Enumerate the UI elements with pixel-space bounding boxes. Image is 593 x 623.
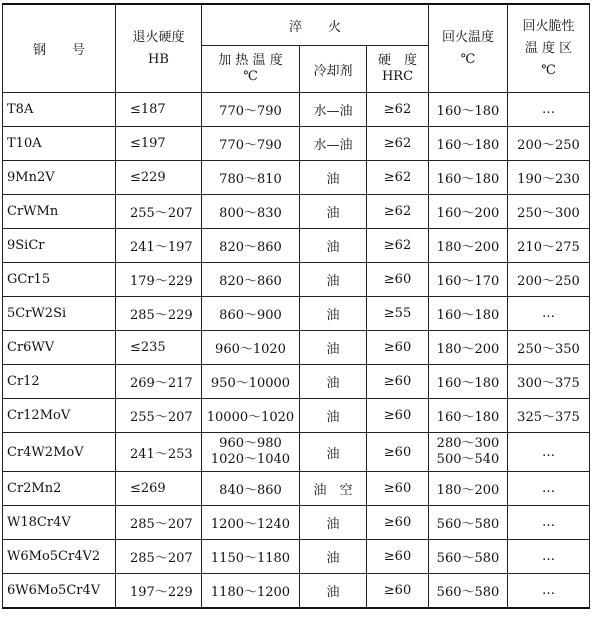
temper-temp-cell-line: 560～580 [436,551,500,566]
header-anneal-hardness [116,4,202,93]
coolant-cell: 油 [300,195,367,229]
header-hardness-label: 硬 度 [377,53,417,68]
heating-temp-cell-line: 770～790 [219,138,282,153]
steel-grade-cell: 6W6Mo5Cr4V [3,574,116,609]
steel-grade-cell: Cr12 [3,365,116,399]
steel-grade-cell: T10A [3,127,116,161]
heating-temp-cell [202,506,300,540]
brittle-zone-cell: … [508,297,590,331]
brittle-zone-cell: 300～375 [508,365,590,399]
temper-temp-cell-line: 160～180 [436,104,500,119]
heating-temp-cell [202,540,300,574]
hrc-cell: ≥60 [367,399,429,433]
steel-grade-cell: T8A [3,93,116,127]
anneal-hardness-cell: ≤235 [116,331,202,365]
brittle-zone-cell: 200～250 [508,127,590,161]
temper-temp-cell-line: 560～580 [436,517,500,532]
table-row [3,540,590,574]
coolant-cell: 油 [300,229,367,263]
table-header [3,4,590,93]
temper-temp-cell [429,331,508,365]
temper-temp-cell [429,229,508,263]
header-heating-temp [202,46,300,93]
table-row [3,574,590,609]
hrc-cell: ≥62 [367,161,429,195]
heating-temp-cell [202,472,300,506]
heating-temp-cell [202,297,300,331]
table-row [3,433,590,472]
heating-temp-cell-line: 950～10000 [210,376,291,391]
coolant-cell: 油 [300,161,367,195]
steel-grade-cell: CrWMn [3,195,116,229]
hrc-cell: ≥62 [367,127,429,161]
brittle-zone-cell: 190～230 [508,161,590,195]
heating-temp-cell-line: 1150～1180 [210,551,291,566]
header-coolant: 冷却剂 [300,46,367,93]
heating-temp-cell [202,195,300,229]
table-row [3,365,590,399]
coolant-cell: 油 [300,331,367,365]
header-steel: 钢 号 [3,4,116,93]
temper-temp-cell [429,472,508,506]
header-anneal-hardness-unit: HB [148,51,169,67]
header-brittle-unit: ℃ [541,62,556,78]
steel-grade-cell: 9Mn2V [3,161,116,195]
table-row [3,161,590,195]
heating-temp-cell [202,365,300,399]
hrc-cell: ≥60 [367,433,429,472]
table-row [3,331,590,365]
table-body [3,93,590,609]
temper-temp-cell-line: 180～200 [436,483,500,498]
anneal-hardness-cell: ≤197 [116,127,202,161]
temper-temp-cell-line: 160～180 [436,172,500,187]
header-anneal-hardness-label: 退火硬度 [132,29,185,45]
temper-temp-cell-line: 280～300 [436,436,500,451]
brittle-zone-cell: 210～275 [508,229,590,263]
coolant-cell: 水—油 [300,93,367,127]
brittle-zone-cell: … [508,433,590,472]
heating-temp-cell [202,574,300,609]
brittle-zone-cell: 200～250 [508,263,590,297]
anneal-hardness-cell: 285～207 [116,540,202,574]
steel-grade-cell: Cr4W2MoV [3,433,116,472]
anneal-hardness-cell: 179～229 [116,263,202,297]
header-quench: 淬 火 [202,4,429,46]
heating-temp-cell-line: 860～900 [219,308,282,323]
heating-temp-cell [202,93,300,127]
steel-grade-cell: W6Mo5Cr4V2 [3,540,116,574]
temper-temp-cell [429,365,508,399]
heating-temp-cell [202,263,300,297]
header-brittle-line2: 温 度 区 [524,40,573,56]
hrc-cell: ≥60 [367,540,429,574]
temper-temp-cell [429,195,508,229]
heating-temp-cell [202,433,300,472]
temper-temp-cell [429,506,508,540]
heating-temp-cell-line: 960～980 [219,436,282,451]
header-heating-temp-label: 加 热 温 度 [218,53,283,68]
anneal-hardness-cell: 285～229 [116,297,202,331]
temper-temp-cell [429,433,508,472]
heating-temp-cell [202,399,300,433]
steel-grade-cell: Cr12MoV [3,399,116,433]
heating-temp-cell-line: 820～860 [219,240,282,255]
heating-temp-cell-line: 820～860 [219,274,282,289]
brittle-zone-cell: … [508,93,590,127]
anneal-hardness-cell: 241～253 [116,433,202,472]
table-row [3,195,590,229]
brittle-zone-cell: 250～300 [508,195,590,229]
hrc-cell: ≥60 [367,506,429,540]
heating-temp-cell-line: 10000～1020 [206,410,295,425]
hrc-cell: ≥62 [367,93,429,127]
header-brittle-zone [508,4,590,93]
heating-temp-cell-line: 1180～1200 [210,585,291,600]
anneal-hardness-cell: ≤187 [116,93,202,127]
hrc-cell: ≥60 [367,331,429,365]
temper-temp-cell-line: 180～200 [436,342,500,357]
brittle-zone-cell: … [508,506,590,540]
header-heating-temp-unit: ℃ [243,69,258,84]
table-row [3,506,590,540]
heating-temp-cell-line: 780～810 [219,172,282,187]
steel-grade-cell: GCr15 [3,263,116,297]
temper-temp-cell-line: 160～180 [436,376,500,391]
hrc-cell: ≥62 [367,229,429,263]
temper-temp-cell [429,161,508,195]
temper-temp-cell-line: 160～200 [436,206,500,221]
hrc-cell: ≥60 [367,263,429,297]
heating-temp-cell-line: 840～860 [219,483,282,498]
temper-temp-cell-line: 500～540 [436,452,500,467]
brittle-zone-cell: … [508,574,590,609]
heating-temp-cell [202,161,300,195]
coolant-cell: 水—油 [300,127,367,161]
steel-heat-treatment-table [2,3,590,609]
temper-temp-cell-line: 160～180 [436,138,500,153]
temper-temp-cell [429,297,508,331]
header-hardness [367,46,429,93]
table-row [3,93,590,127]
hrc-cell: ≥55 [367,297,429,331]
heating-temp-cell [202,331,300,365]
heating-temp-cell-line: 770～790 [219,104,282,119]
steel-grade-cell: Cr2Mn2 [3,472,116,506]
anneal-hardness-cell: 285～207 [116,506,202,540]
coolant-cell: 油 [300,540,367,574]
anneal-hardness-cell: 255～207 [116,195,202,229]
coolant-cell: 油 [300,297,367,331]
header-temper-temp [429,4,508,93]
coolant-cell: 油 [300,574,367,609]
temper-temp-cell [429,127,508,161]
table-row [3,297,590,331]
temper-temp-cell-line: 160～180 [436,410,500,425]
header-brittle-line1: 回火脆性 [522,18,575,34]
temper-temp-cell-line: 160～170 [436,274,500,289]
temper-temp-cell [429,540,508,574]
table-row [3,263,590,297]
temper-temp-cell [429,263,508,297]
anneal-hardness-cell: 241～197 [116,229,202,263]
header-temper-temp-unit: ℃ [460,51,476,67]
steel-grade-cell: 5CrW2Si [3,297,116,331]
heating-temp-cell-line: 960～1020 [215,342,286,357]
anneal-hardness-cell: 269～217 [116,365,202,399]
header-temper-temp-label: 回火温度 [441,29,494,45]
coolant-cell: 油 [300,365,367,399]
table-row [3,472,590,506]
header-hardness-unit: HRC [381,69,414,84]
brittle-zone-cell: 325～375 [508,399,590,433]
anneal-hardness-cell: ≤229 [116,161,202,195]
heating-temp-cell-line: 1200～1240 [210,517,291,532]
temper-temp-cell [429,93,508,127]
coolant-cell: 油 空 [300,472,367,506]
hrc-cell: ≥60 [367,472,429,506]
hrc-cell: ≥62 [367,195,429,229]
heating-temp-cell-line: 800～830 [219,206,282,221]
anneal-hardness-cell: 197～229 [116,574,202,609]
steel-grade-cell: W18Cr4V [3,506,116,540]
anneal-hardness-cell: ≤269 [116,472,202,506]
coolant-cell: 油 [300,506,367,540]
temper-temp-cell [429,399,508,433]
heating-temp-cell [202,127,300,161]
temper-temp-cell-line: 180～200 [436,240,500,255]
brittle-zone-cell: … [508,540,590,574]
table-row [3,399,590,433]
anneal-hardness-cell: 255～207 [116,399,202,433]
brittle-zone-cell: 250～350 [508,331,590,365]
brittle-zone-cell: … [508,472,590,506]
table-row [3,229,590,263]
heating-temp-cell-line: 1020～1040 [210,452,291,467]
hrc-cell: ≥60 [367,365,429,399]
steel-grade-cell: Cr6WV [3,331,116,365]
table-row [3,127,590,161]
temper-temp-cell-line: 560～580 [436,585,500,600]
coolant-cell: 油 [300,433,367,472]
coolant-cell: 油 [300,263,367,297]
heating-temp-cell [202,229,300,263]
hrc-cell: ≥60 [367,574,429,609]
temper-temp-cell [429,574,508,609]
steel-grade-cell: 9SiCr [3,229,116,263]
temper-temp-cell-line: 160～180 [436,308,500,323]
coolant-cell: 油 [300,399,367,433]
